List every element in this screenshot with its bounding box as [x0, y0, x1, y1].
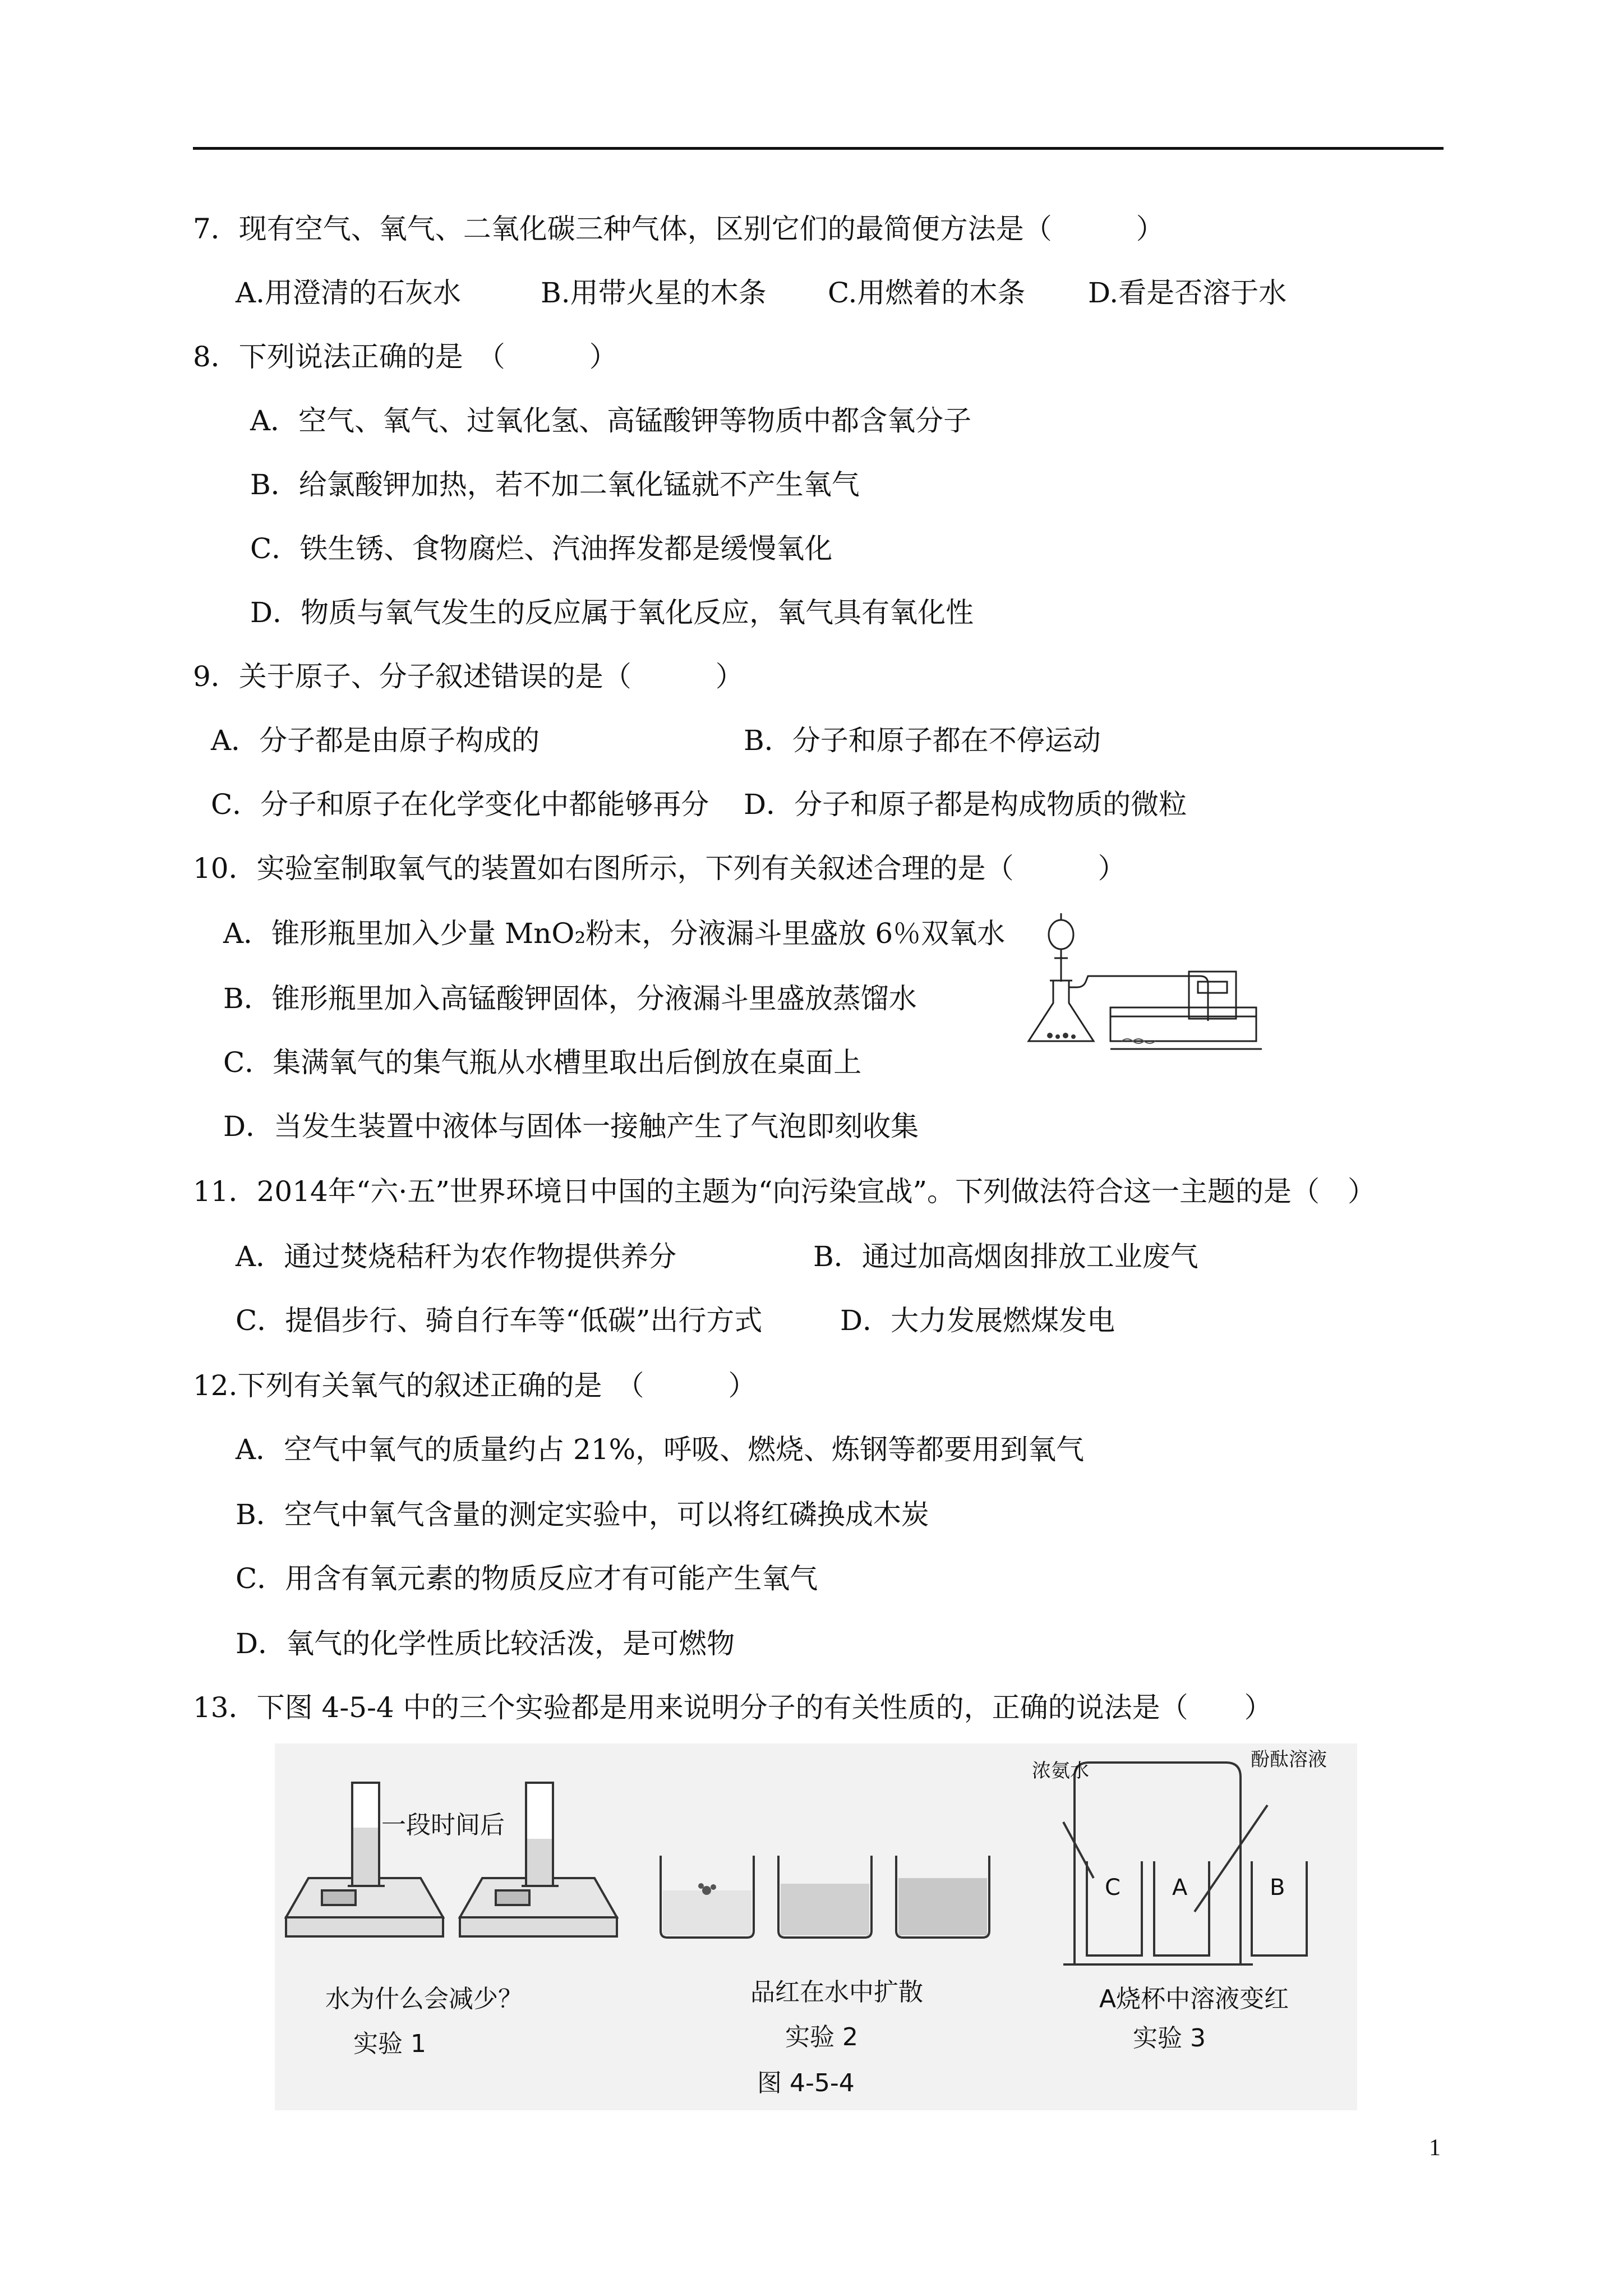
molecule-experiments-figure — [275, 1743, 1357, 2110]
beaker-b-label: B — [1270, 1875, 1285, 1901]
q10-option-b: B．锥形瓶里加入高锰酸钾固体，分液漏斗里盛放蒸馏水 — [223, 982, 917, 1015]
q11-option-c: C．提倡步行、骑自行车等“低碳”出行方式 — [236, 1304, 763, 1337]
beaker-a-label: A — [1172, 1875, 1188, 1901]
exp2-caption: 品红在水中扩散 — [750, 1978, 923, 2007]
beaker-c-label: C — [1105, 1875, 1121, 1901]
q12-option-d: D．氧气的化学性质比较活泼，是可燃物 — [236, 1627, 735, 1660]
exp3-caption: A烧杯中溶液变红 — [1099, 1985, 1289, 2013]
q11-option-b: B．通过加高烟囱排放工业废气 — [813, 1240, 1198, 1273]
q8-option-b: B．给氯酸钾加热，若不加二氧化锰就不产生氧气 — [250, 468, 860, 501]
exp1-caption: 水为什么会减少？ — [325, 1985, 523, 2013]
q7-option-a: A.用澄清的石灰水 — [236, 277, 462, 309]
exp2-label: 实验 2 — [785, 2023, 858, 2051]
q9-stem: 9．关于原子、分子叙述错误的是（ ） — [193, 660, 744, 693]
q12-stem: 12.下列有关氧气的叙述正确的是 （ ） — [193, 1369, 757, 1402]
figure-number: 图 4-5-4 — [757, 2069, 855, 2097]
q9-option-c: C．分子和原子在化学变化中都能够再分 — [211, 788, 709, 821]
exp1-time-label: 一段时间后 — [381, 1811, 505, 1839]
q8-option-c: C．铁生锈、食物腐烂、汽油挥发都是缓慢氧化 — [250, 532, 833, 565]
oxygen-apparatus-figure — [1021, 909, 1267, 1055]
q11-option-d: D．大力发展燃煤发电 — [840, 1304, 1115, 1337]
header-rule — [193, 147, 1444, 150]
q7-stem: 7．现有空气、氧气、二氧化碳三种气体，区别它们的最简便方法是（ ） — [193, 213, 1164, 245]
q9-option-a: A．分子都是由原子构成的 — [211, 724, 540, 757]
page-number: 1 — [1429, 2135, 1441, 2161]
exp1-label: 实验 1 — [353, 2030, 426, 2058]
q10-option-d: D．当发生装置中液体与固体一接触产生了气泡即刻收集 — [223, 1110, 919, 1143]
q8-option-d: D．物质与氧气发生的反应属于氧化反应，氧气具有氧化性 — [250, 596, 974, 629]
q12-option-a: A．空气中氧气的质量约占 21%，呼吸、燃烧、炼钢等都要用到氧气 — [236, 1433, 1085, 1466]
q7-option-c: C.用燃着的木条 — [828, 277, 1026, 309]
q11-option-a: A．通过焚烧秸秆为农作物提供养分 — [236, 1240, 677, 1273]
q7-option-b: B.用带火星的木条 — [541, 277, 767, 309]
q13-stem: 13．下图 4-5-4 中的三个实验都是用来说明分子的有关性质的，正确的说法是（ ） — [193, 1691, 1272, 1724]
q8-stem: 8．下列说法正确的是 （ ） — [193, 341, 617, 373]
q10-stem: 10．实验室制取氧气的装置如右图所示，下列有关叙述合理的是（ ） — [193, 852, 1126, 885]
q10-option-c: C．集满氧气的集气瓶从水槽里取出后倒放在桌面上 — [223, 1046, 862, 1079]
q10-option-a: A．锥形瓶里加入少量 MnO₂粉末，分液漏斗里盛放 6％双氧水 — [223, 917, 1006, 950]
q9-option-d: D．分子和原子都是构成物质的微粒 — [744, 788, 1187, 821]
ammonia-label: 浓氨水 — [1032, 1760, 1089, 1782]
exp3-label: 实验 3 — [1133, 2024, 1206, 2053]
phenolphthalein-label: 酚酞溶液 — [1251, 1749, 1327, 1771]
q11-stem: 11．2014年“六·五”世界环境日中国的主题为“向污染宣战”。下列做法符合这一主题的是（ ） — [193, 1175, 1376, 1208]
q12-option-b: B．空气中氧气含量的测定实验中，可以将红磷换成木炭 — [236, 1498, 929, 1531]
q9-option-b: B．分子和原子都在不停运动 — [744, 724, 1101, 757]
q8-option-a: A．空气、氧气、过氧化氢、高锰酸钾等物质中都含氧分子 — [250, 404, 972, 437]
q7-option-d: D.看是否溶于水 — [1088, 277, 1287, 309]
q12-option-c: C．用含有氧元素的物质反应才有可能产生氧气 — [236, 1562, 818, 1595]
